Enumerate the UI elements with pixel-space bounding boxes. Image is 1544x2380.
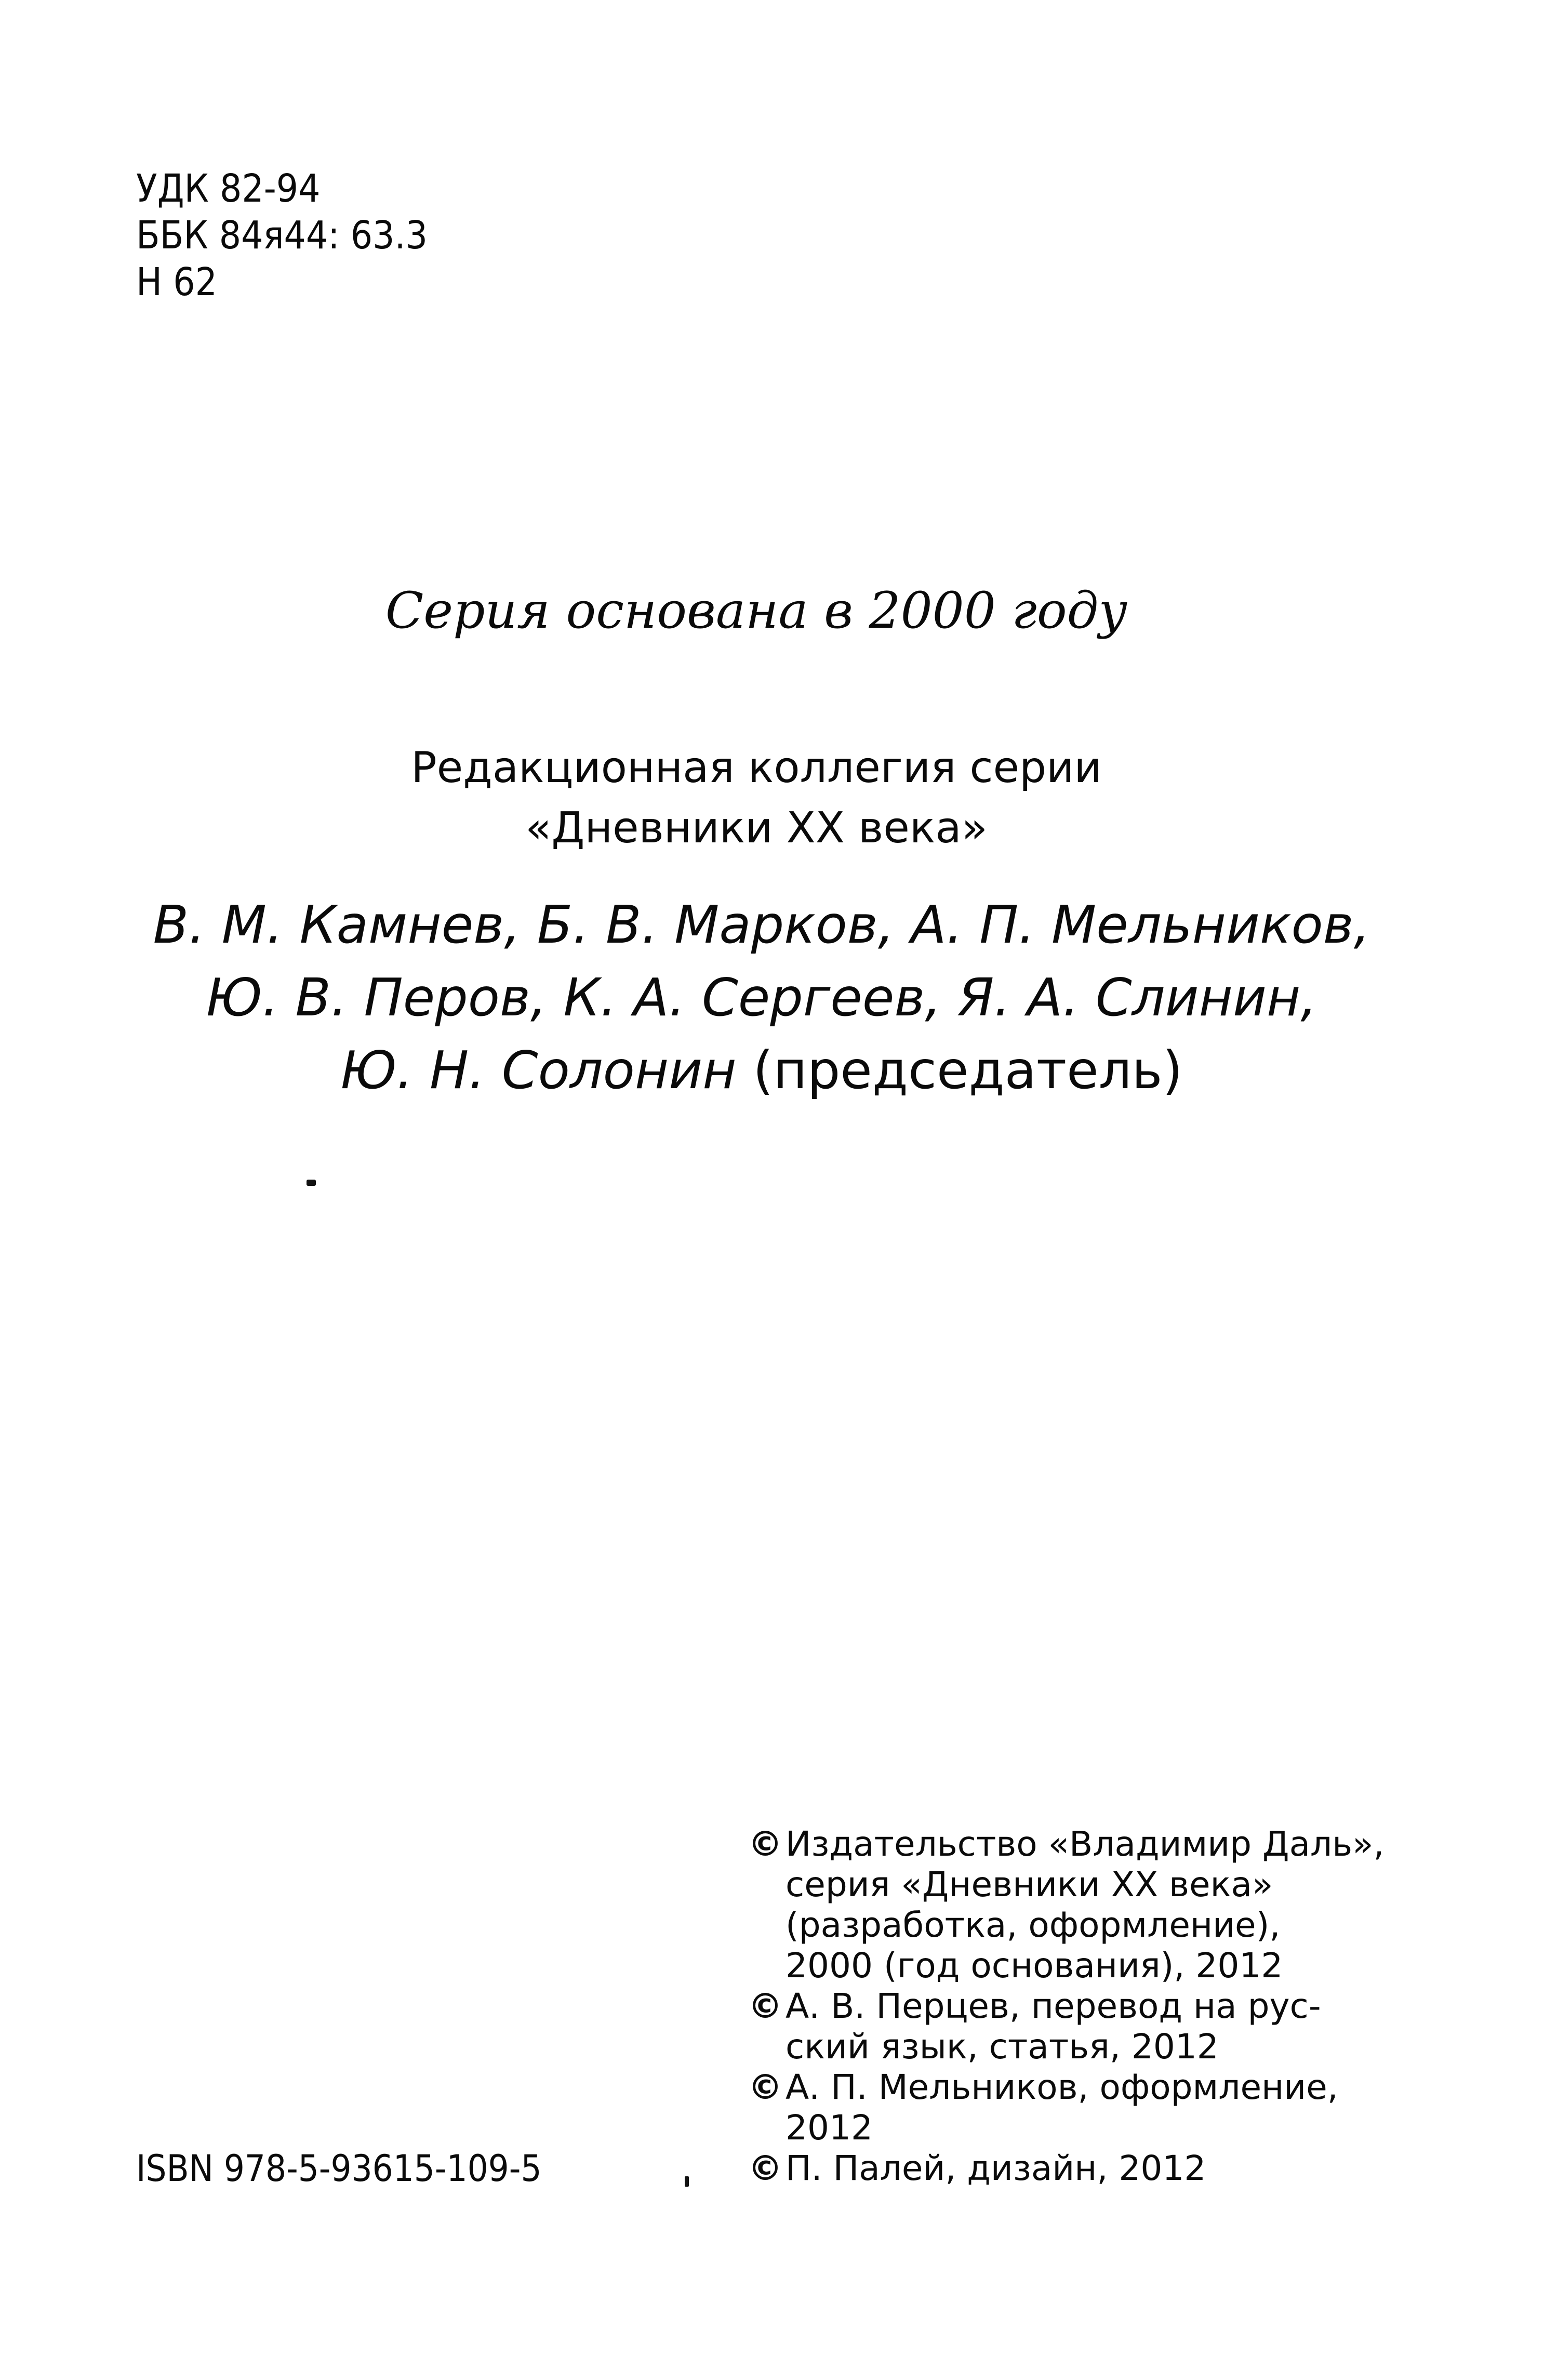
udk-index: УДК 82-94 — [136, 166, 321, 211]
copyright-icon: © — [748, 2067, 782, 2107]
members-line — [0, 1034, 1523, 1107]
copyright-line: П. Палей, дизайн, 2012 — [786, 2148, 1206, 2188]
copyright-entry — [748, 1986, 1475, 2067]
editorial-board-heading-line: Редакционная коллегия серии — [411, 743, 1102, 792]
copyright-block — [748, 1824, 1475, 2189]
editorial-board-heading — [0, 738, 1544, 858]
copyright-line: серия «Дневники XX века» — [786, 1865, 1273, 1905]
print-speck — [685, 2176, 689, 2187]
members-line: В. М. Камнев, Б. В. Марков, А. П. Мельников, — [153, 894, 1370, 955]
copyright-line: А. П. Мельников, оформление, — [786, 2067, 1338, 2107]
members-line: Ю. В. Перов, К. А. Сергеев, Я. А. Слинин, — [206, 967, 1317, 1028]
print-speck — [307, 1180, 316, 1186]
copyright-entry — [748, 2067, 1475, 2148]
copyright-line: Издательство «Владимир Даль», — [786, 1824, 1385, 1864]
copyright-line: ский язык, статья, 2012 — [786, 2027, 1219, 2067]
copyright-line: А. В. Перцев, перевод на рус- — [786, 1986, 1321, 2026]
copyright-line: 2012 — [786, 2108, 873, 2148]
copyright-line: (разработка, оформление), — [786, 1905, 1281, 1945]
copyright-line: 2000 (год основания), 2012 — [786, 1946, 1283, 1986]
bbk-index: ББК 84я44: 63.3 — [136, 213, 428, 258]
editorial-board-members — [0, 889, 1544, 1107]
copyright-entry — [748, 1824, 1475, 1986]
copyright-entry — [748, 2148, 1475, 2189]
classification-indices — [136, 165, 428, 306]
author-mark: Н 62 — [136, 260, 217, 305]
chair-name: Ю. Н. Солонин — [340, 1040, 737, 1101]
copyright-icon: © — [748, 1986, 782, 2026]
series-name: «Дневники XX века» — [525, 803, 988, 853]
copyright-icon: © — [748, 1824, 782, 1864]
series-founded-note: Серия основана в 2000 году — [385, 581, 1128, 640]
copyright-icon: © — [748, 2148, 782, 2188]
isbn-number: ISBN 978-5-93615-109-5 — [136, 2147, 542, 2190]
chair-role: (председатель) — [753, 1040, 1183, 1101]
